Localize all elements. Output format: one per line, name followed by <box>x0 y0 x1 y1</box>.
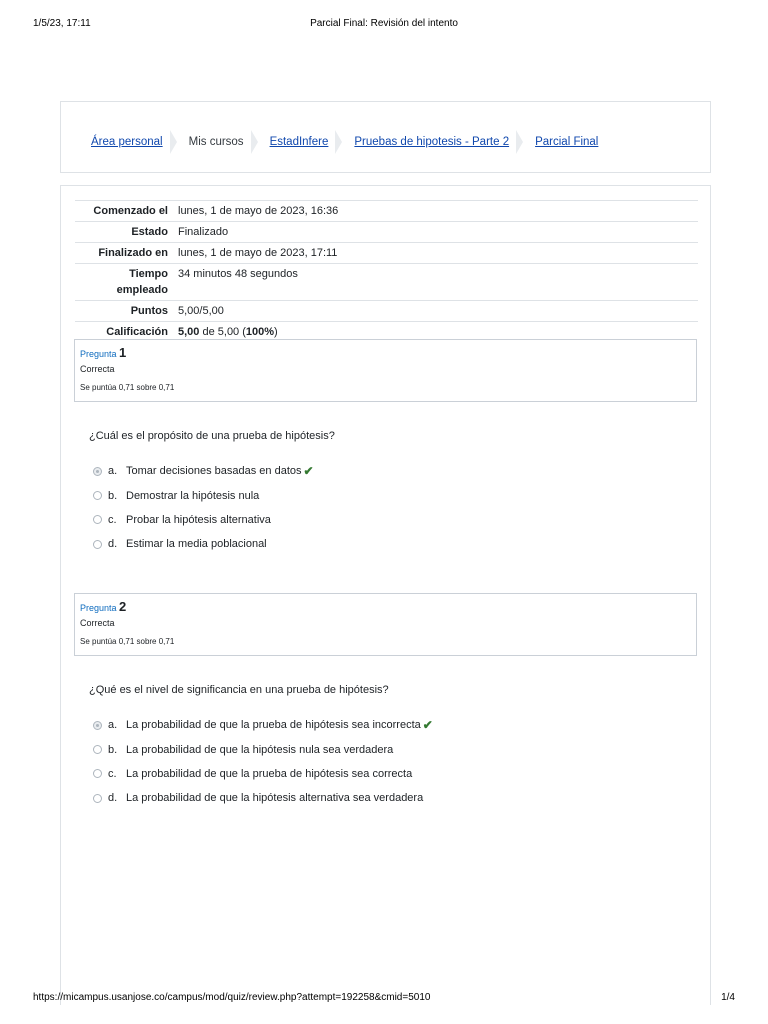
print-title: Parcial Final: Revisión del intento <box>310 18 458 29</box>
answer-list-1 <box>93 459 314 557</box>
check-icon: ✔ <box>303 464 314 479</box>
breadcrumb-course[interactable]: EstadInfere <box>269 136 329 148</box>
radio-button <box>93 769 102 778</box>
summary-value: Finalizado <box>178 226 229 238</box>
summary-label: Finalizado en <box>98 247 168 259</box>
radio-button <box>93 540 102 549</box>
radio-button <box>93 745 102 754</box>
grade-percent: 100% <box>245 326 275 338</box>
answer-text: Estimar la media poblacional <box>126 538 267 551</box>
question-grade: Se puntúa 0,71 sobre 0,71 <box>80 383 175 392</box>
summary-value: lunes, 1 de mayo de 2023, 16:36 <box>178 205 339 217</box>
answer-option <box>93 762 433 786</box>
summary-label: Tiempo empleado <box>116 268 168 296</box>
summary-label: Calificación <box>106 326 168 338</box>
summary-value: 34 minutos 48 segundos <box>178 268 298 280</box>
answer-option <box>93 459 314 483</box>
answer-text: Tomar decisiones basadas en datos <box>126 465 302 478</box>
breadcrumb-area-personal[interactable]: Área personal <box>91 136 163 148</box>
answer-letter: a. <box>108 719 118 732</box>
breadcrumb-separator-icon <box>251 130 261 154</box>
question-label: Pregunta <box>80 603 117 613</box>
answer-letter: a. <box>108 465 118 478</box>
summary-label: Puntos <box>130 305 168 317</box>
question-number: 2 <box>119 599 127 614</box>
question-text-1: ¿Cuál es el propósito de una prueba de hipótesis? <box>89 430 335 442</box>
review-region <box>60 185 711 1005</box>
radio-button <box>93 515 102 524</box>
answer-letter: c. <box>108 767 117 780</box>
print-url: https://micampus.usanjose.co/campus/mod/quiz/review.php?attempt=192258&cmid=5010 <box>33 992 431 1003</box>
radio-button <box>93 794 102 803</box>
summary-row-points <box>75 301 698 322</box>
breadcrumb-container <box>60 101 711 173</box>
radio-button <box>93 491 102 500</box>
summary-label: Comenzado el <box>93 205 168 217</box>
question-number-line <box>80 600 691 615</box>
summary-row-finished <box>75 243 698 264</box>
attempt-summary-table <box>75 200 698 342</box>
breadcrumb-separator-icon <box>335 130 345 154</box>
breadcrumb-quiz[interactable]: Parcial Final <box>535 136 599 148</box>
grade-rest: de 5,00 ( <box>199 326 246 338</box>
summary-row-time <box>75 264 698 301</box>
answer-text: La probabilidad de que la hipótesis alternativa sea verdadera <box>126 792 424 805</box>
print-page-number: 1/4 <box>721 992 735 1003</box>
answer-letter: b. <box>108 743 118 756</box>
check-icon: ✔ <box>422 718 433 733</box>
answer-option <box>93 483 314 507</box>
answer-text: Demostrar la hipótesis nula <box>126 489 260 502</box>
breadcrumb <box>91 130 598 154</box>
answer-text: La probabilidad de que la prueba de hipótesis sea correcta <box>126 767 413 780</box>
radio-button <box>93 467 102 476</box>
question-number: 1 <box>119 345 127 360</box>
answer-option <box>93 737 433 761</box>
breadcrumb-separator-icon <box>170 130 180 154</box>
question-text-2: ¿Qué es el nivel de significancia en una prueba de hipótesis? <box>89 684 389 696</box>
print-footer <box>0 992 768 1006</box>
breadcrumb-section[interactable]: Pruebas de hipotesis - Parte 2 <box>354 136 510 148</box>
answer-option <box>93 786 433 810</box>
question-state: Correcta <box>80 364 115 374</box>
question-info-2 <box>74 593 697 656</box>
answer-letter: d. <box>108 792 118 805</box>
question-label: Pregunta <box>80 349 117 359</box>
answer-letter: c. <box>108 513 117 526</box>
answer-letter: b. <box>108 489 118 502</box>
answer-option <box>93 713 433 737</box>
summary-row-state <box>75 222 698 243</box>
answer-list-2 <box>93 713 433 811</box>
question-number-line <box>80 346 691 361</box>
answer-text: Probar la hipótesis alternativa <box>126 513 271 526</box>
answer-letter: d. <box>108 538 118 551</box>
grade-close: ) <box>274 326 278 338</box>
print-header <box>0 18 768 32</box>
summary-label: Estado <box>131 226 168 238</box>
summary-row-started <box>75 201 698 222</box>
summary-value: 5,00/5,00 <box>178 305 224 317</box>
answer-text: La probabilidad de que la prueba de hipótesis sea incorrecta <box>126 719 421 732</box>
question-info-1 <box>74 339 697 402</box>
breadcrumb-mis-cursos[interactable]: Mis cursos <box>188 136 244 148</box>
grade-score: 5,00 <box>178 326 200 338</box>
radio-button <box>93 721 102 730</box>
question-state: Correcta <box>80 618 115 628</box>
summary-value: lunes, 1 de mayo de 2023, 17:11 <box>178 247 338 259</box>
answer-option <box>93 508 314 532</box>
question-grade: Se puntúa 0,71 sobre 0,71 <box>80 637 175 646</box>
answer-option <box>93 532 314 556</box>
answer-text: La probabilidad de que la hipótesis nula sea verdadera <box>126 743 394 756</box>
breadcrumb-separator-icon <box>516 130 526 154</box>
print-date: 1/5/23, 17:11 <box>33 18 91 29</box>
